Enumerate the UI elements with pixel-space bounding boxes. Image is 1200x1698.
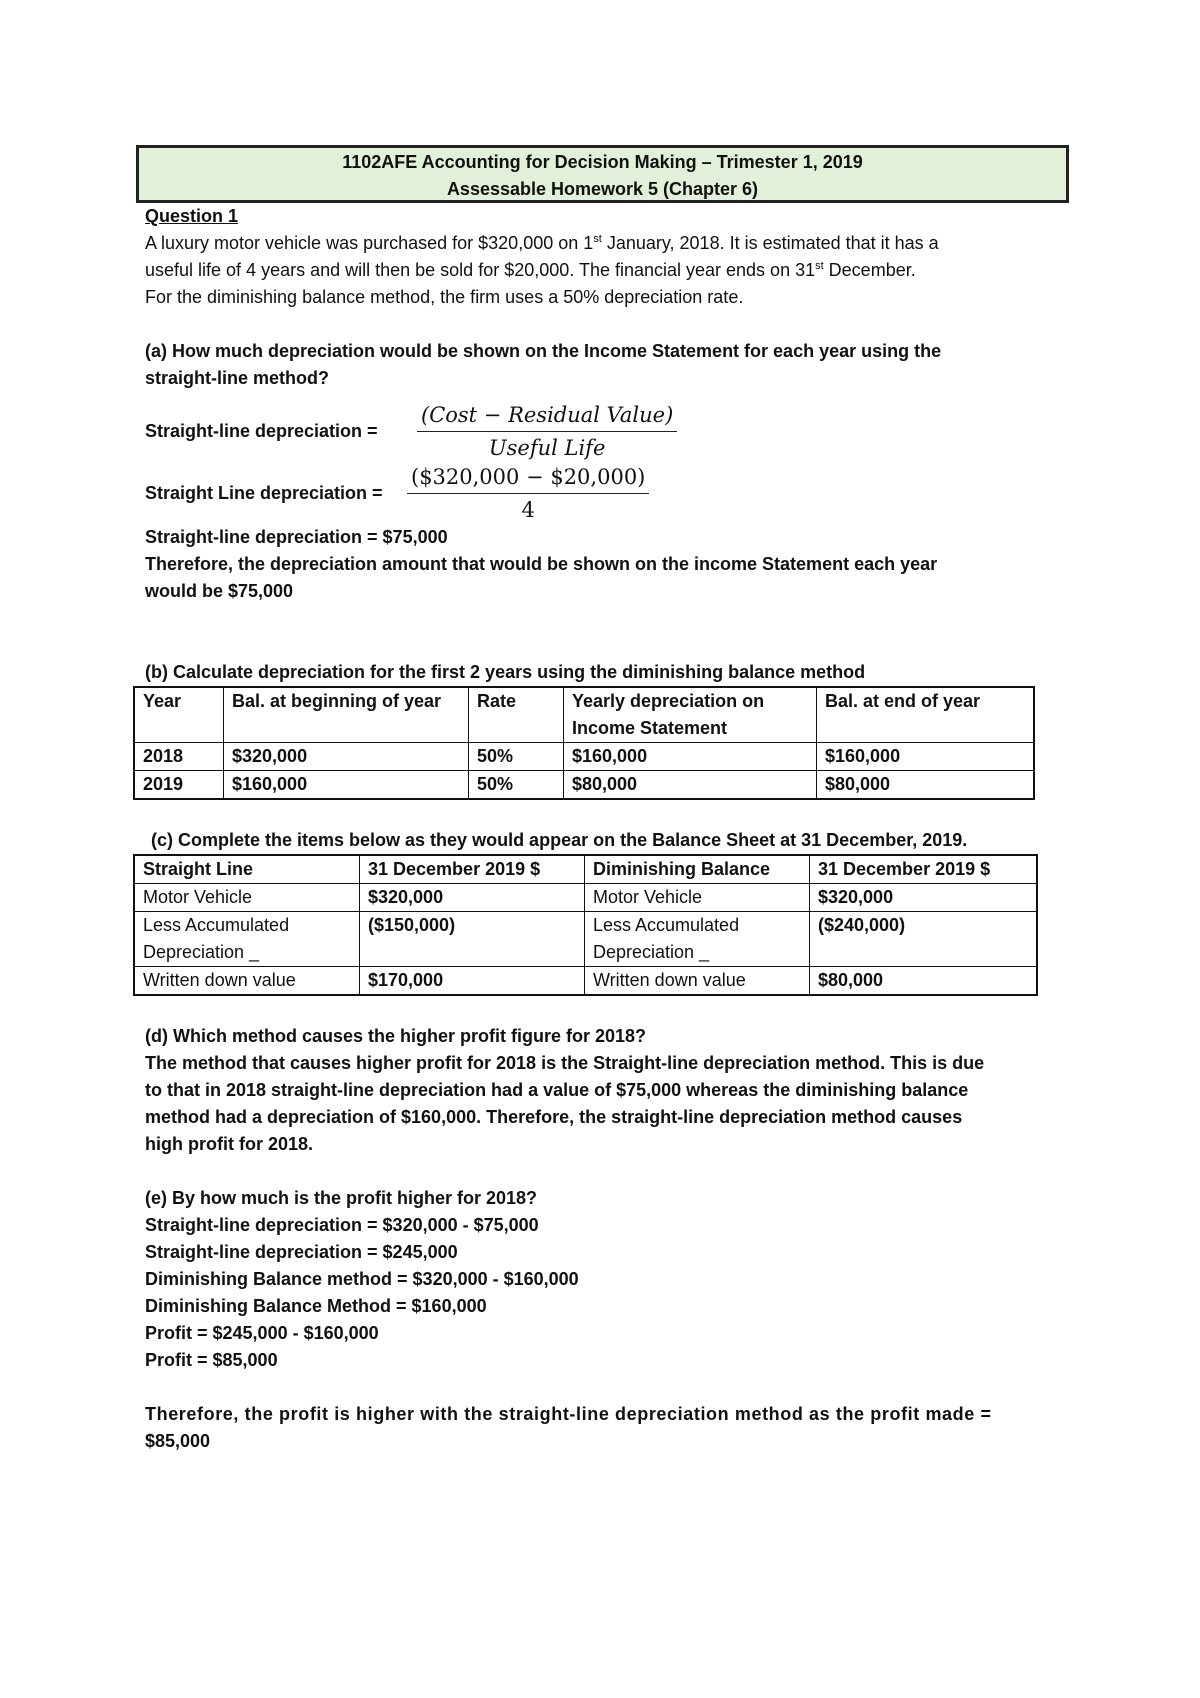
part-a-conclusion-2: would be $75,000 [145, 581, 294, 601]
formula-2-fraction [407, 463, 649, 524]
part-d-question: (d) Which method causes the higher profit figure for 2018? [145, 1026, 647, 1046]
table-cell: 50% [469, 771, 564, 800]
formula-2 [145, 462, 1075, 524]
table-cell: Written down value [134, 967, 360, 996]
diminishing-balance-table [133, 686, 1035, 800]
question-line-3: For the diminishing balance method, the firm uses a 50% depreciation rate. [145, 287, 744, 307]
table-header-row [134, 855, 1037, 884]
part-e-line: Diminishing Balance method = $320,000 - $160,000 [145, 1269, 579, 1289]
table-cell: $320,000 [224, 743, 469, 771]
table-cell: $80,000 [810, 967, 1038, 996]
formula-1-denominator: Useful Life [488, 435, 606, 460]
formula-1 [145, 400, 1075, 462]
part-a-question-1: (a) How much depreciation would be shown on the Income Statement for each year using the [145, 341, 942, 361]
table-cell: $320,000 [810, 884, 1038, 912]
table-row [134, 967, 1037, 996]
table-cell: $160,000 [817, 743, 1035, 771]
question-line-2: useful life of 4 years and will then be sold for $20,000. The financial year ends on 31st December. [145, 260, 916, 280]
table-row [134, 884, 1037, 912]
part-a-conclusion-1: Therefore, the depreciation amount that would be shown on the income Statement each year [145, 554, 938, 574]
question-title: Question 1 [145, 206, 239, 226]
part-d-answer-1: The method that causes higher profit for 2018 is the Straight-line depreciation method. This is due [145, 1053, 985, 1073]
table-cell: 2018 [134, 743, 224, 771]
table-cell: Less Accumulated Depreciation _ [134, 912, 360, 967]
table-cell: 2019 [134, 771, 224, 800]
table-row [134, 743, 1034, 771]
formula-1-numerator: (Cost − Residual Value) [417, 401, 677, 432]
table-header-cell: 31 December 2019 $ [360, 855, 585, 884]
header-title: 1102AFE Accounting for Decision Making – Trimester 1, 2019 [342, 152, 863, 172]
table-cell: Written down value [585, 967, 810, 996]
part-d-answer-3: method had a depreciation of $160,000. Therefore, the straight-line depreciation method causes [145, 1107, 963, 1127]
formula-1-label: Straight-line depreciation = [145, 420, 378, 441]
table-cell: 50% [469, 743, 564, 771]
table-cell: $320,000 [360, 884, 585, 912]
table-header-cell: Rate [469, 687, 564, 743]
table-header-cell: Year [134, 687, 224, 743]
question-line-1: A luxury motor vehicle was purchased for $320,000 on 1st January, 2018. It is estimated that it has a [145, 233, 939, 253]
formula-1-fraction [417, 401, 677, 462]
part-e-question: (e) By how much is the profit higher for 2018? [145, 1188, 538, 1208]
part-b-title: (b) Calculate depreciation for the first 2 years using the diminishing balance method [145, 662, 866, 682]
header-subtitle: Assessable Homework 5 (Chapter 6) [446, 179, 759, 199]
part-d-answer-4: high profit for 2018. [145, 1134, 314, 1154]
table-header-cell: Straight Line [134, 855, 360, 884]
part-e-line: Straight-line depreciation = $245,000 [145, 1242, 458, 1262]
table-header-cell: Bal. at end of year [817, 687, 1035, 743]
table-cell: Motor Vehicle [134, 884, 360, 912]
part-e-conclusion-1: Therefore, the profit is higher with the straight-line depreciation method as the profit made = [145, 1404, 992, 1424]
table-cell: $160,000 [224, 771, 469, 800]
balance-sheet-table [133, 854, 1038, 996]
part-a-result: Straight-line depreciation = $75,000 [145, 527, 448, 547]
part-e-line: Profit = $85,000 [145, 1350, 278, 1370]
part-c-title: (c) Complete the items below as they would appear on the Balance Sheet at 31 December, 2019. [151, 830, 968, 850]
part-e-line: Profit = $245,000 - $160,000 [145, 1323, 379, 1343]
table-cell: ($150,000) [360, 912, 585, 967]
part-e-conclusion-2: $85,000 [145, 1431, 211, 1451]
table-row [134, 771, 1034, 800]
table-cell: $170,000 [360, 967, 585, 996]
part-e-line: Straight-line depreciation = $320,000 - $75,000 [145, 1215, 539, 1235]
table-header-cell: Diminishing Balance [585, 855, 810, 884]
part-d-answer-2: to that in 2018 straight-line depreciation had a value of $75,000 whereas the diminishing balance [145, 1080, 969, 1100]
table-cell: $160,000 [564, 743, 817, 771]
table-cell: $80,000 [564, 771, 817, 800]
table-cell: Less Accumulated Depreciation _ [585, 912, 810, 967]
table-header-cell: 31 December 2019 $ [810, 855, 1038, 884]
table-cell: $80,000 [817, 771, 1035, 800]
document-page [145, 145, 1075, 1455]
header-box [136, 145, 1069, 203]
table-header-cell: Yearly depreciation on Income Statement [564, 687, 817, 743]
table-header-row [134, 687, 1034, 743]
formula-2-denominator: 4 [521, 497, 535, 522]
part-e-line: Diminishing Balance Method = $160,000 [145, 1296, 487, 1316]
table-cell: ($240,000) [810, 912, 1038, 967]
formula-2-label: Straight Line depreciation = [145, 482, 383, 503]
formula-2-numerator: ($320,000 − $20,000) [407, 463, 649, 494]
part-a-question-2: straight-line method? [145, 368, 329, 388]
table-cell: Motor Vehicle [585, 884, 810, 912]
table-header-cell: Bal. at beginning of year [224, 687, 469, 743]
table-row [134, 912, 1037, 967]
